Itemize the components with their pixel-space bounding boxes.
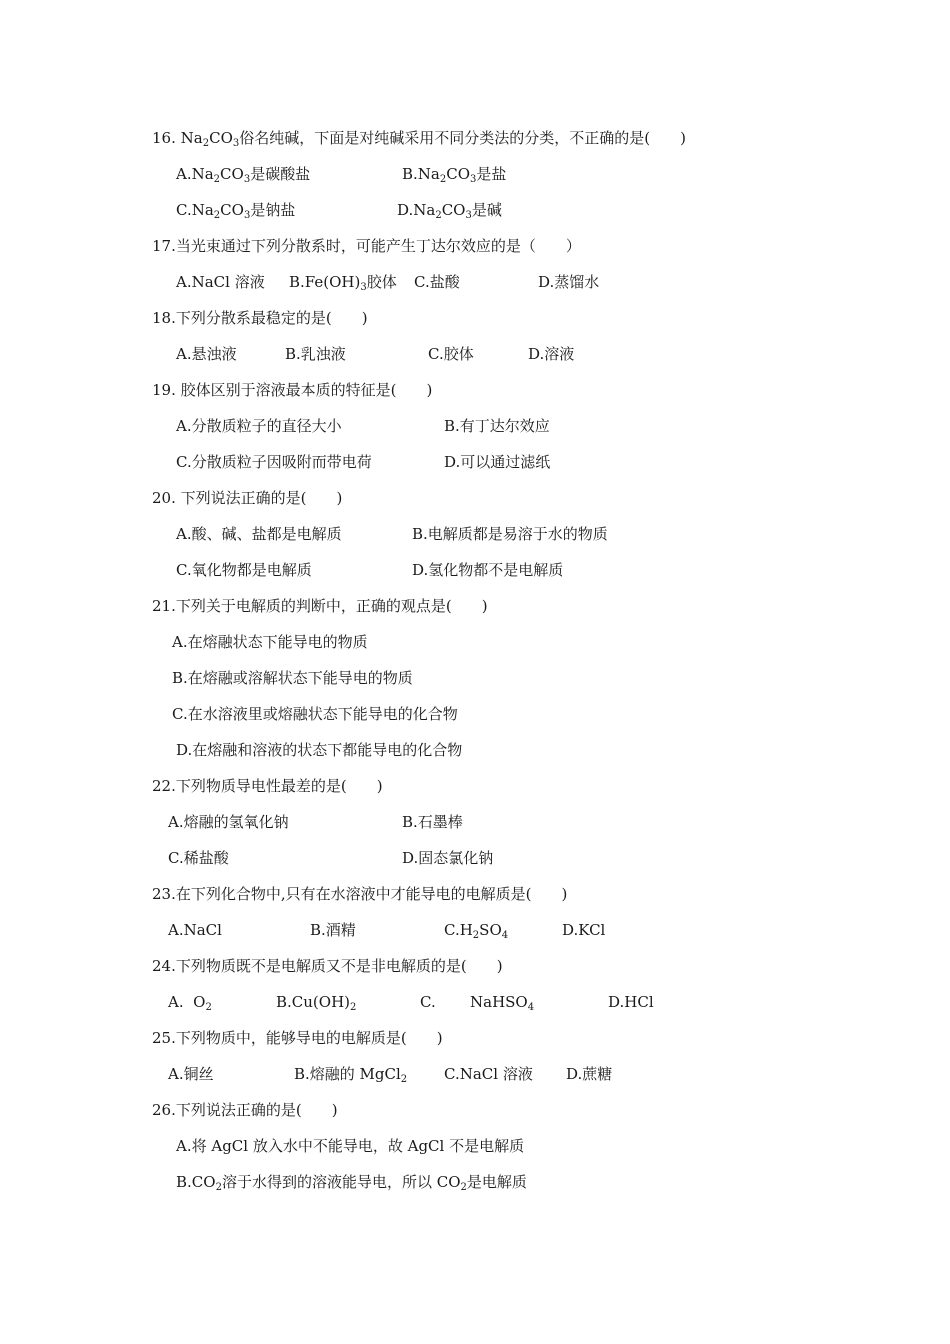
question-18-option-a: A.悬浊液 [176,345,237,363]
question-17-option-d: D.蒸馏水 [538,273,600,291]
question-25-stem: 25.下列物质中，能够导电的电解质是( ) [152,1029,443,1047]
question-24-option-a: A. $O_2$ [168,993,212,1013]
question-25-option-a: A.铜丝 [168,1065,214,1083]
question-18-option-b: B.乳浊液 [285,345,346,363]
question-25-option-c: C.NaCl 溶液 [444,1065,533,1083]
question-21-option-a: A.在熔融状态下能导电的物质 [172,633,368,651]
question-21-stem: 21.下列关于电解质的判断中，正确的观点是( ) [152,597,488,615]
question-23-option-c: $C.H_2SO_4$ [444,921,509,941]
question-24-option-d: D.HCl [608,993,654,1011]
question-18-stem: 18.下列分散系最稳定的是( ) [152,309,368,327]
question-17-option-b: $B.Fe(OH)_3$胶体 [289,273,397,293]
question-23-option-d: D.KCl [562,921,606,939]
question-17-option-a: A.NaCl 溶液 [176,273,265,291]
question-22-option-b: B.石墨棒 [402,813,463,831]
question-25-option-d: D.蔗糖 [566,1065,613,1083]
question-20-option-d: D.氢化物都不是电解质 [412,561,564,579]
question-23-option-a: A.NaCl [168,921,222,939]
question-23-stem: 23.在下列化合物中,只有在水溶液中才能导电的电解质是( ) [152,885,568,903]
question-17-option-c: C.盐酸 [414,273,460,291]
question-19-option-c: C.分散质粒子因吸附而带电荷 [176,453,372,471]
question-19-option-d: D.可以通过滤纸 [444,453,551,471]
question-24-option-b: $B.Cu(OH)_2$ [276,993,357,1013]
question-20-option-c: C.氧化物都是电解质 [176,561,312,579]
question-19-option-a: A.分散质粒子的直径大小 [176,417,342,435]
question-24-option-c-label: C. [420,993,436,1011]
question-16-stem: 16. $Na_2CO_3$俗名纯碱，下面是对纯碱采用不同分类法的分类，不正确的是( ) [152,129,686,149]
question-19-stem: 19. 胶体区别于溶液最本质的特征是( ) [152,381,433,399]
question-16-option-d: $D.Na_2CO_3$是碱 [397,201,502,221]
question-22-stem: 22.下列物质导电性最差的是( ) [152,777,383,795]
question-18-option-c: C.胶体 [428,345,474,363]
question-19-option-b: B.有丁达尔效应 [444,417,550,435]
question-18-option-d: D.溶液 [528,345,575,363]
question-20-option-a: A.酸、碱、盐都是电解质 [176,525,342,543]
question-24-option-c: NaHSO$_4$ [470,993,535,1013]
question-16-option-b: $B.Na_2CO_3$是盐 [402,165,507,185]
question-16-option-a: $A.Na_2CO_3$是碳酸盐 [176,165,311,185]
question-22-option-d: D.固态氯化钠 [402,849,494,867]
question-17-stem: 17.当光束通过下列分散系时，可能产生丁达尔效应的是（ ） [152,237,581,255]
question-20-stem: 20. 下列说法正确的是( ) [152,489,343,507]
question-21-option-b: B.在熔融或溶解状态下能导电的物质 [172,669,413,687]
question-22-option-c: C.稀盐酸 [168,849,229,867]
question-26-option-a: A.将 AgCl 放入水中不能导电，故 AgCl 不是电解质 [176,1137,525,1155]
question-26-option-b: $B.CO_2$溶于水得到的溶液能导电，所以 $CO_2$是电解质 [176,1173,527,1193]
question-22-option-a: A.熔融的氢氧化钠 [168,813,289,831]
question-21-option-c: C.在水溶液里或熔融状态下能导电的化合物 [172,705,458,723]
question-23-option-b: B.酒精 [310,921,356,939]
question-24-stem: 24.下列物质既不是电解质又不是非电解质的是( ) [152,957,503,975]
question-26-stem: 26.下列说法正确的是( ) [152,1101,338,1119]
question-20-option-b: B.电解质都是易溶于水的物质 [412,525,608,543]
question-25-option-b: B.熔融的 MgCl$_2$ [294,1065,408,1085]
question-21-option-d: D.在熔融和溶液的状态下都能导电的化合物 [176,741,463,759]
question-16-option-c: $C.Na_2CO_3$是钠盐 [176,201,296,221]
